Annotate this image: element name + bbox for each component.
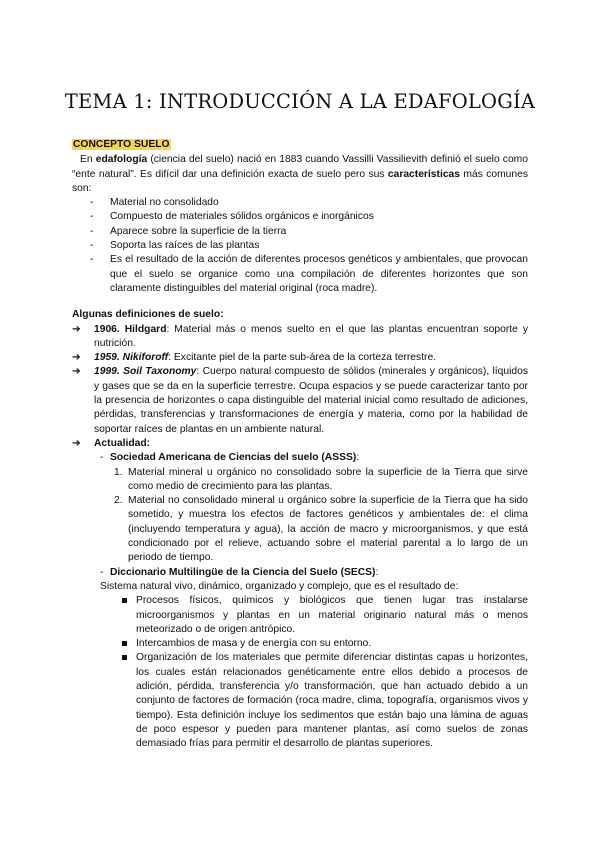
secs-list: [120, 594, 528, 751]
arrow-icon: ➔: [72, 323, 81, 335]
section-heading-concepto: CONCEPTO SUELO: [73, 139, 170, 150]
definition-item: ➔ 1999. Soil Taxonomy: Cuerpo natural compuesto de sólidos (minerales y orgánicos), líquidos y gases que se da en la superficie terrestre. Ocupa espacios y se puede caracterizar tanto por la presencia de horizontes o capa distinguible del material inicial como resultado de adiciones, pérdidas, transferencias y transformaciones de energía y materia, como por la habilidad de soportar raíces de plantas en un ambiente natural.: [72, 366, 528, 435]
square-bullet-icon: [122, 598, 127, 603]
list-item: 1. Material mineral u orgánico no consolidado sobre la superficie de la Tierra que sirve como medio de crecimiento para las plantas.: [114, 466, 528, 492]
asss-list: [114, 466, 528, 566]
list-item: - Aparece sobre la superficie de la tierra: [90, 225, 528, 239]
concepto-intro: En edafología (ciencia del suelo) nació en 1883 cuando Vassilli Vassilievith definió el suelo como “ente natural”. Es difícil dar una definición exacta de suelo pero sus características más comunes son:: [72, 154, 528, 194]
definition-item: ➔ 1959. Nikiforoff: Excitante piel de la parte sub-área de la corteza terrestre.: [72, 351, 528, 365]
list-item: Procesos físicos, químicos y biológicos que tienen lugar tras instalarse microorganismos y plantas en un material originario natural más o menos meteorizado o de origen antrópico.: [120, 594, 528, 637]
list-item: Intercambios de masa y de energía con su entorno.: [120, 637, 528, 651]
definition-item-actualidad: ➔ Actualidad: - Sociedad Americana de Ciencias del suelo (ASSS): 1. Material mineral u orgánico no consolidado sobre la superficie de la Tierra que sirve como medio de crecimiento para las plantas. 2. Material no consolidado mineral u orgánico sobre la superficie de la Tierra que ha sido sometido, y muestra los efectos de factores genéticos y ambientales de: el clima (incluyendo temperatura y agua), la acción de macro y microorganismos, y que está condicionado por el relieve, actuando sobre el material parental a lo largo de un periodo de tiempo. - Diccionario Multilingüe de la Ciencia del Suelo (SECS): Sistema natural vivo, dinámico, organizado y complejo, que es el resultado de: Procesos físicos, químicos y biológicos que tienen lugar tras instalarse microorganismos y plantas en un material originario natural más o menos meteorizado o de origen antrópico. Intercambios de masa y de energía con su entorno. Organización de los materiales que permite diferenciar distintas capas u horizontes, los cuales están relacionados genéticamente entre ellos debido a procesos de adición, pérdida, transferencia y/o transformación, que han actuado debido a un conjunto de factores de formación (roca madre, clima, topografía, organismos vivos y tiempo). Esta definición incluye los sedimentos que están bajo una lámina de aguas de poco espesor y pueden para mantener plantas, así como suelos de zonas demasiado frías para permitir el desarrollo de plantas superiores.: [72, 437, 528, 752]
document-body: [72, 138, 528, 751]
arrow-icon: ➔: [72, 352, 81, 364]
term-caracteristicas: características: [387, 168, 460, 180]
definitions-heading: Algunas definiciones de suelo:: [72, 309, 224, 321]
definitions-list: [72, 323, 528, 752]
list-item: 2. Material no consolidado mineral u orgánico sobre la superficie de la Tierra que ha sido sometido, y muestra los efectos de factores genéticos y ambientales de: el clima (incluyendo temperatura y agua), la acción de macro y microorganismos, y que está condicionado por el relieve, actuando sobre el material parental a lo largo de un periodo de tiempo.: [114, 495, 528, 564]
characteristics-list: [90, 196, 528, 296]
list-item: - Soporta las raíces de las plantas: [90, 239, 528, 253]
list-item: Organización de los materiales que permite diferenciar distintas capas u horizontes, los cuales están relacionados genéticamente entre ellos debido a procesos de adición, pérdida, transferencia y/o transformación, que han actuado debido a un conjunto de factores de formación (roca madre, clima, topografía, organismos vivos y tiempo). Esta definición incluye los sedimentos que están bajo una lámina de aguas de poco espesor y pueden para mantener plantas, así como suelos de zonas demasiado frías para permitir el desarrollo de plantas superiores.: [120, 651, 528, 751]
term-edafologia: edafología: [95, 154, 148, 166]
list-item: - Material no consolidado: [90, 196, 528, 210]
list-item: - Es el resultado de la acción de diferentes procesos genéticos y ambientales, que provocan que el suelo se organice como una compilación de diferentes horizontes que son claramente distinguibles del material original (roca madre).: [90, 253, 528, 296]
definition-item: ➔ 1906. Hildgard: Material más o menos suelto en el que las plantas encuentran soporte y nutrición.: [72, 323, 528, 349]
page-title: TEMA 1: INTRODUCCIÓN A LA EDAFOLOGÍA: [64, 90, 536, 113]
secs-block: - Diccionario Multilingüe de la Ciencia del Suelo (SECS):: [100, 566, 528, 580]
secs-intro: Sistema natural vivo, dinámico, organizado y complejo, que es el resultado de:: [100, 580, 459, 592]
asss-block: - Sociedad Americana de Ciencias del suelo (ASSS):: [100, 451, 528, 465]
arrow-icon: ➔: [72, 366, 81, 378]
square-bullet-icon: [122, 641, 127, 646]
square-bullet-icon: [122, 655, 127, 660]
list-item: - Compuesto de materiales sólidos orgánicos e inorgánicos: [90, 210, 528, 224]
secs-heading: Diccionario Multilingüe de la Ciencia del Suelo (SECS): [110, 566, 376, 578]
arrow-icon: ➔: [72, 437, 81, 449]
asss-heading: Sociedad Americana de Ciencias del suelo (ASSS): [110, 452, 357, 464]
